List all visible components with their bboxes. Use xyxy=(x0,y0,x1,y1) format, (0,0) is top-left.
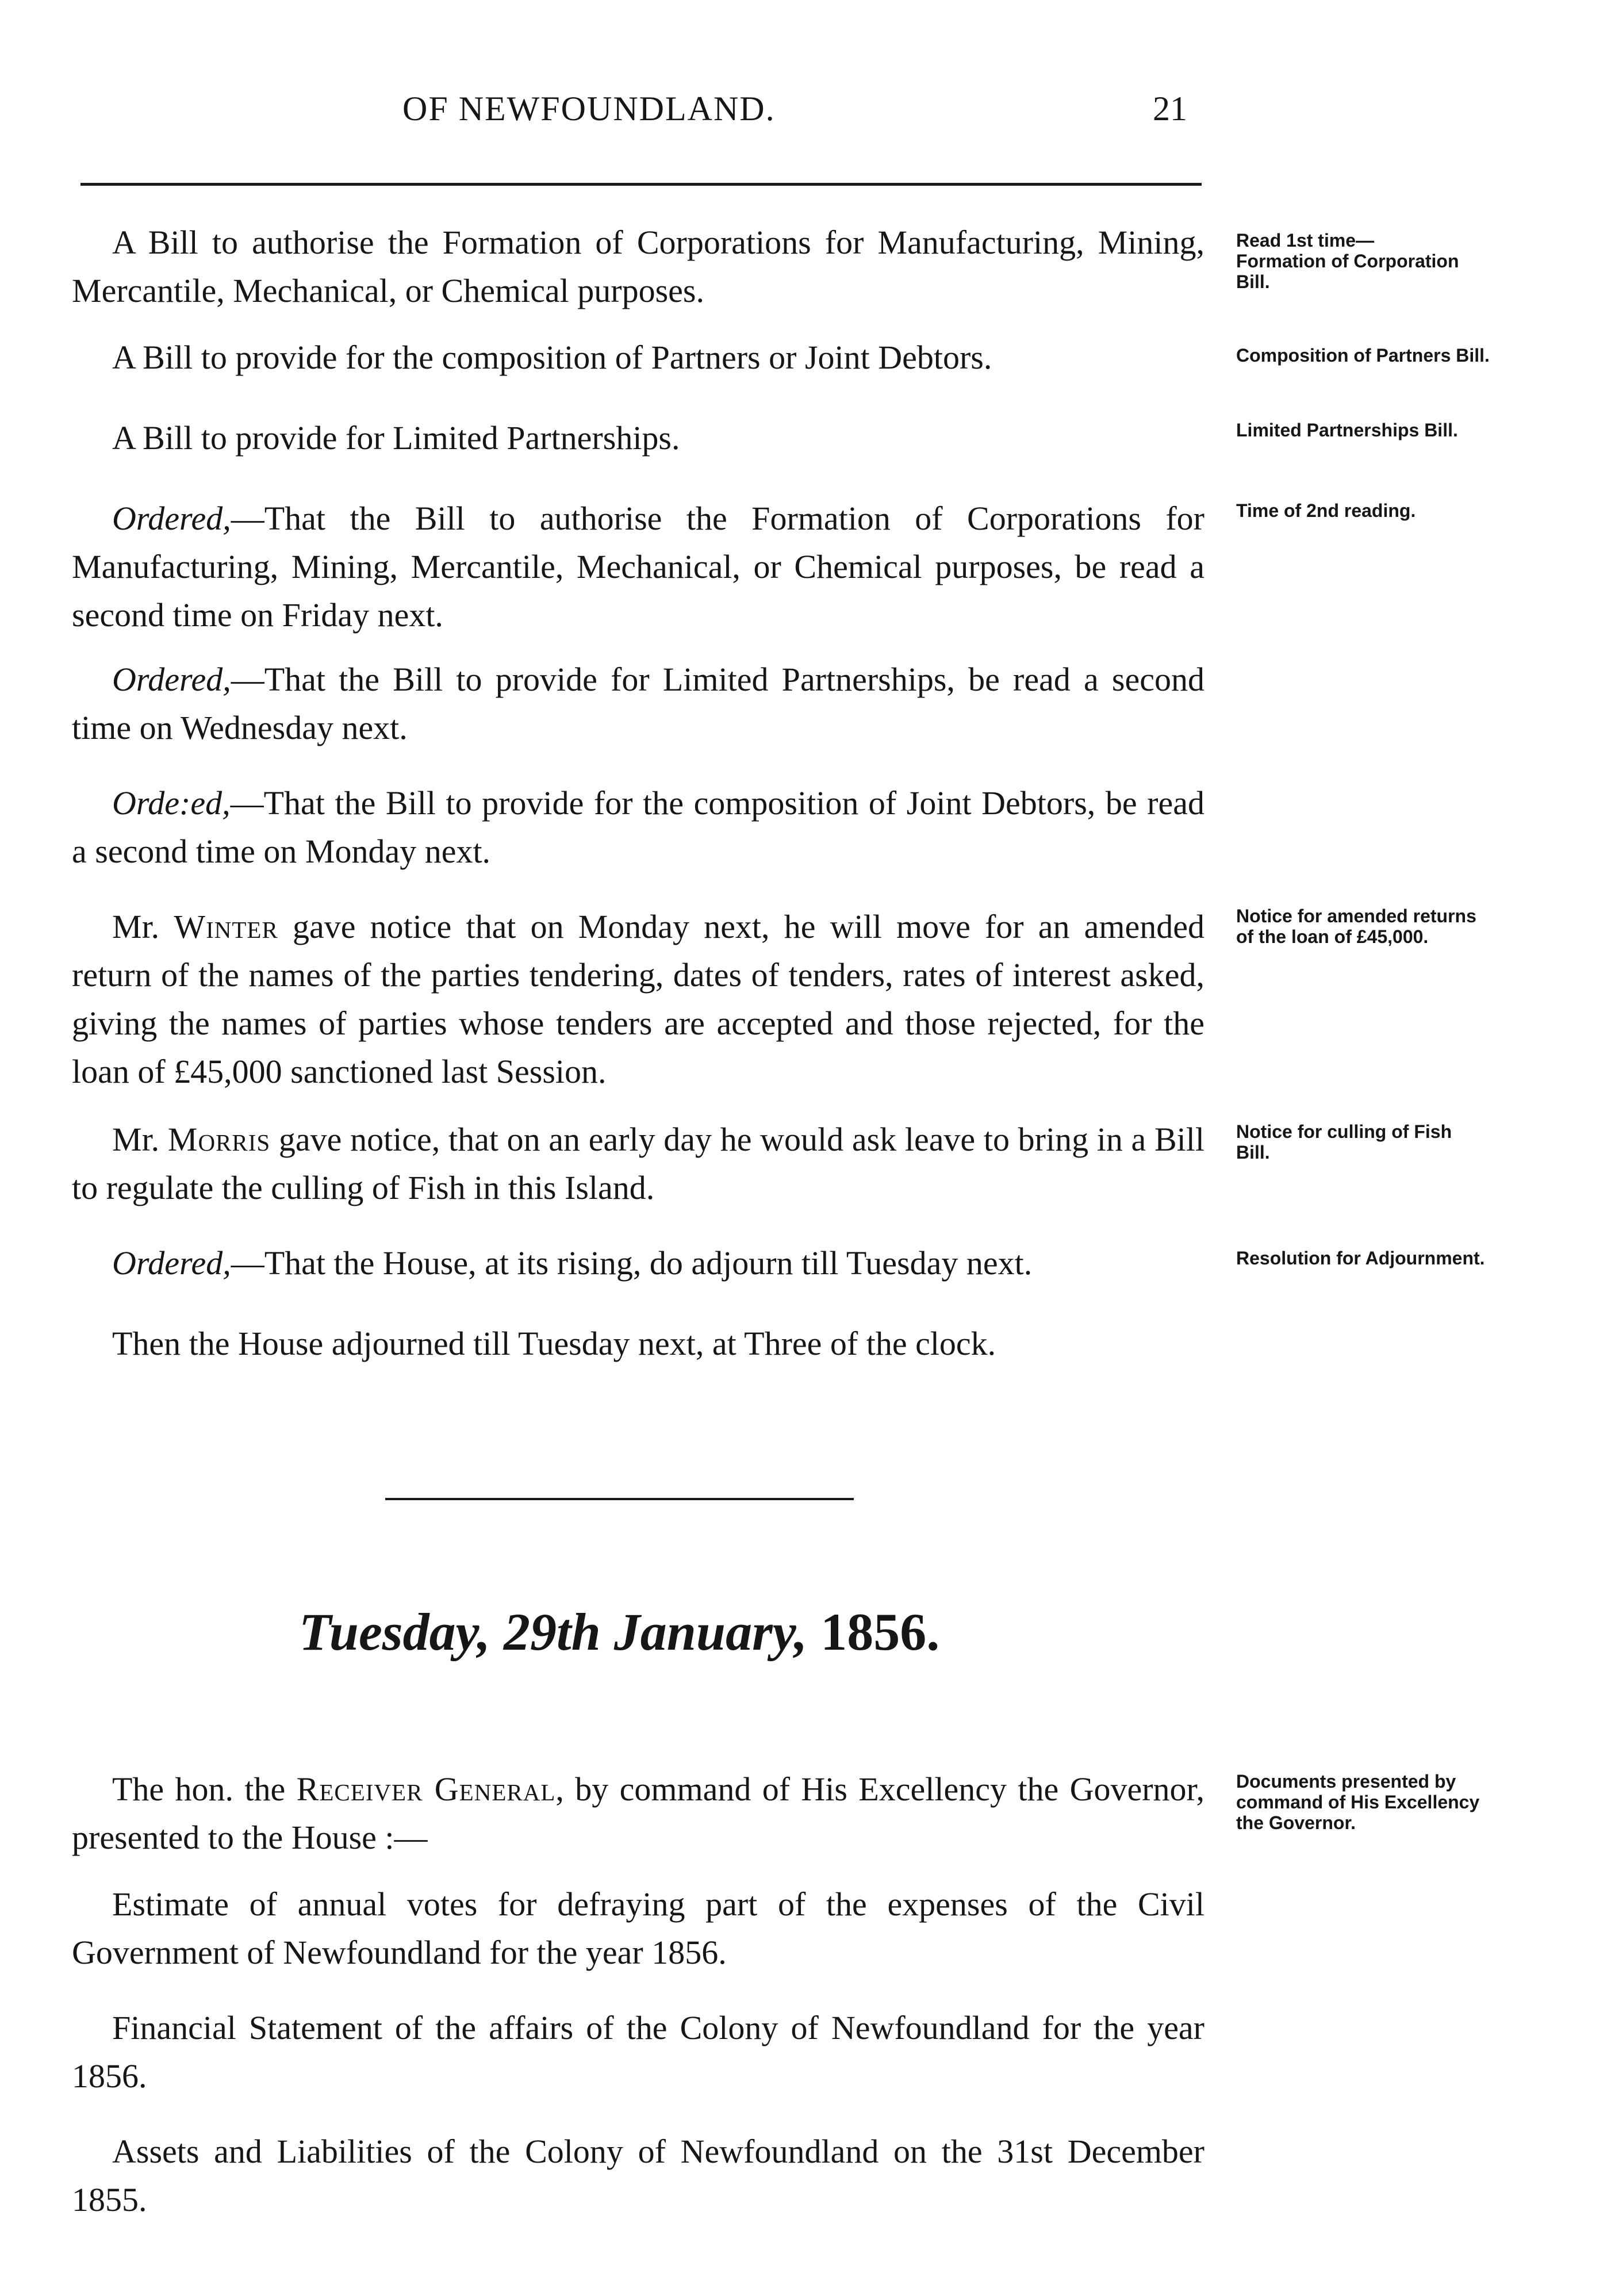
header-rule xyxy=(80,183,1202,186)
ordered-lead: Ordered, xyxy=(112,661,231,698)
paragraph-order-second-reading-debtors xyxy=(72,779,1204,876)
margin-note-documents-presented: Documents presented by command of His Excellency the Governor. xyxy=(1236,1771,1480,1833)
order-text: —That the Bill to authorise the Formation of Corporations for Manufacturing, Mining, Mercantile, Mechanical, or Chemical purposes, be read a second time on Friday next. xyxy=(72,500,1204,634)
presentation-text: , by command of His Excellency the Governor, presented to the House :— xyxy=(72,1770,1205,1856)
mr-prefix: Mr. xyxy=(112,908,174,945)
margin-note-partners-bill: Composition of Partners Bill. xyxy=(1236,345,1490,366)
paragraph-financial-statement: Financial Statement of the affairs of the Colony of Newfoundland for the year 1856. xyxy=(72,2009,1204,2095)
order-text: —That the House, at its rising, do adjourn till Tuesday next. xyxy=(231,1244,1033,1282)
notice-text: gave notice, that on an early day he would ask leave to bring in a Bill to regulate the culling of Fish in this Island. xyxy=(72,1121,1205,1206)
margin-note-limited-partnerships: Limited Partnerships Bill. xyxy=(1236,420,1458,440)
paragraph-order-second-reading-corporations xyxy=(72,495,1204,639)
date-year: 1856. xyxy=(820,1603,940,1661)
running-head-title: OF NEWFOUNDLAND. xyxy=(402,90,776,128)
margin-note-read-first-time: Read 1st time— Formation of Corporation Bill. xyxy=(1236,230,1459,292)
member-name-winter: Winter xyxy=(174,908,278,945)
margin-note-second-reading: Time of 2nd reading. xyxy=(1236,500,1416,521)
ordered-lead: Ordered, xyxy=(112,1244,231,1282)
margin-note-culling-fish: Notice for culling of Fish Bill. xyxy=(1236,1121,1452,1163)
ordered-lead: Orde:ed, xyxy=(112,784,231,822)
paragraph-corporations-bill: A Bill to authorise the Formation of Corporations for Manufacturing, Mining, Mercantile, Mechanical, or Chemical purposes. xyxy=(72,224,1204,309)
ordered-lead: Ordered, xyxy=(112,500,231,537)
order-text: —That the Bill to provide for Limited Partnerships, be read a second time on Wednesday next. xyxy=(72,661,1204,746)
date-main: Tuesday, 29th January, xyxy=(299,1603,808,1661)
paragraph-winter-notice xyxy=(72,903,1204,1096)
member-name-morris: Morris xyxy=(167,1121,271,1158)
section-divider xyxy=(385,1498,854,1500)
paragraph-estimate: Estimate of annual votes for defraying part of the expenses of the Civil Government of Newfoundland for the year 1856. xyxy=(72,1885,1204,1971)
paragraph-morris-notice xyxy=(72,1116,1204,1212)
date-heading xyxy=(299,1601,939,1662)
paragraph-assets-liabilities: Assets and Liabilities of the Colony of Newfoundland on the 31st December 1855. xyxy=(72,2133,1204,2218)
page-number: 21 xyxy=(1153,90,1187,128)
paragraph-order-second-reading-partnerships xyxy=(72,656,1204,752)
paragraph-limited-partnerships-bill: A Bill to provide for Limited Partnerships. xyxy=(112,419,680,457)
notice-text: gave notice that on Monday next, he will move for an amended return of the names of the parties tendering, dates of tenders, rates of interest asked, giving the names of parties whose tenders are accepted and those rejected, for the loan of £45,000 sanctioned last Session. xyxy=(72,908,1205,1090)
paragraph-receiver-general xyxy=(72,1765,1204,1862)
paragraph-partners-bill: A Bill to provide for the composition of Partners or Joint Debtors. xyxy=(112,339,992,376)
margin-note-amended-returns: Notice for amended returns of the loan of £45,000. xyxy=(1236,906,1476,947)
paragraph-house-adjourned: Then the House adjourned till Tuesday next, at Three of the clock. xyxy=(112,1325,996,1362)
hon-prefix: The hon. the xyxy=(112,1770,297,1808)
order-text: —That the Bill to provide for the composition of Joint Debtors, be read a second time on Monday next. xyxy=(72,784,1204,870)
mr-prefix: Mr. xyxy=(112,1121,168,1158)
paragraph-adjournment-order xyxy=(72,1239,1204,1287)
margin-note-adjournment: Resolution for Adjournment. xyxy=(1236,1248,1485,1268)
receiver-general-name: Receiver General xyxy=(296,1770,556,1808)
